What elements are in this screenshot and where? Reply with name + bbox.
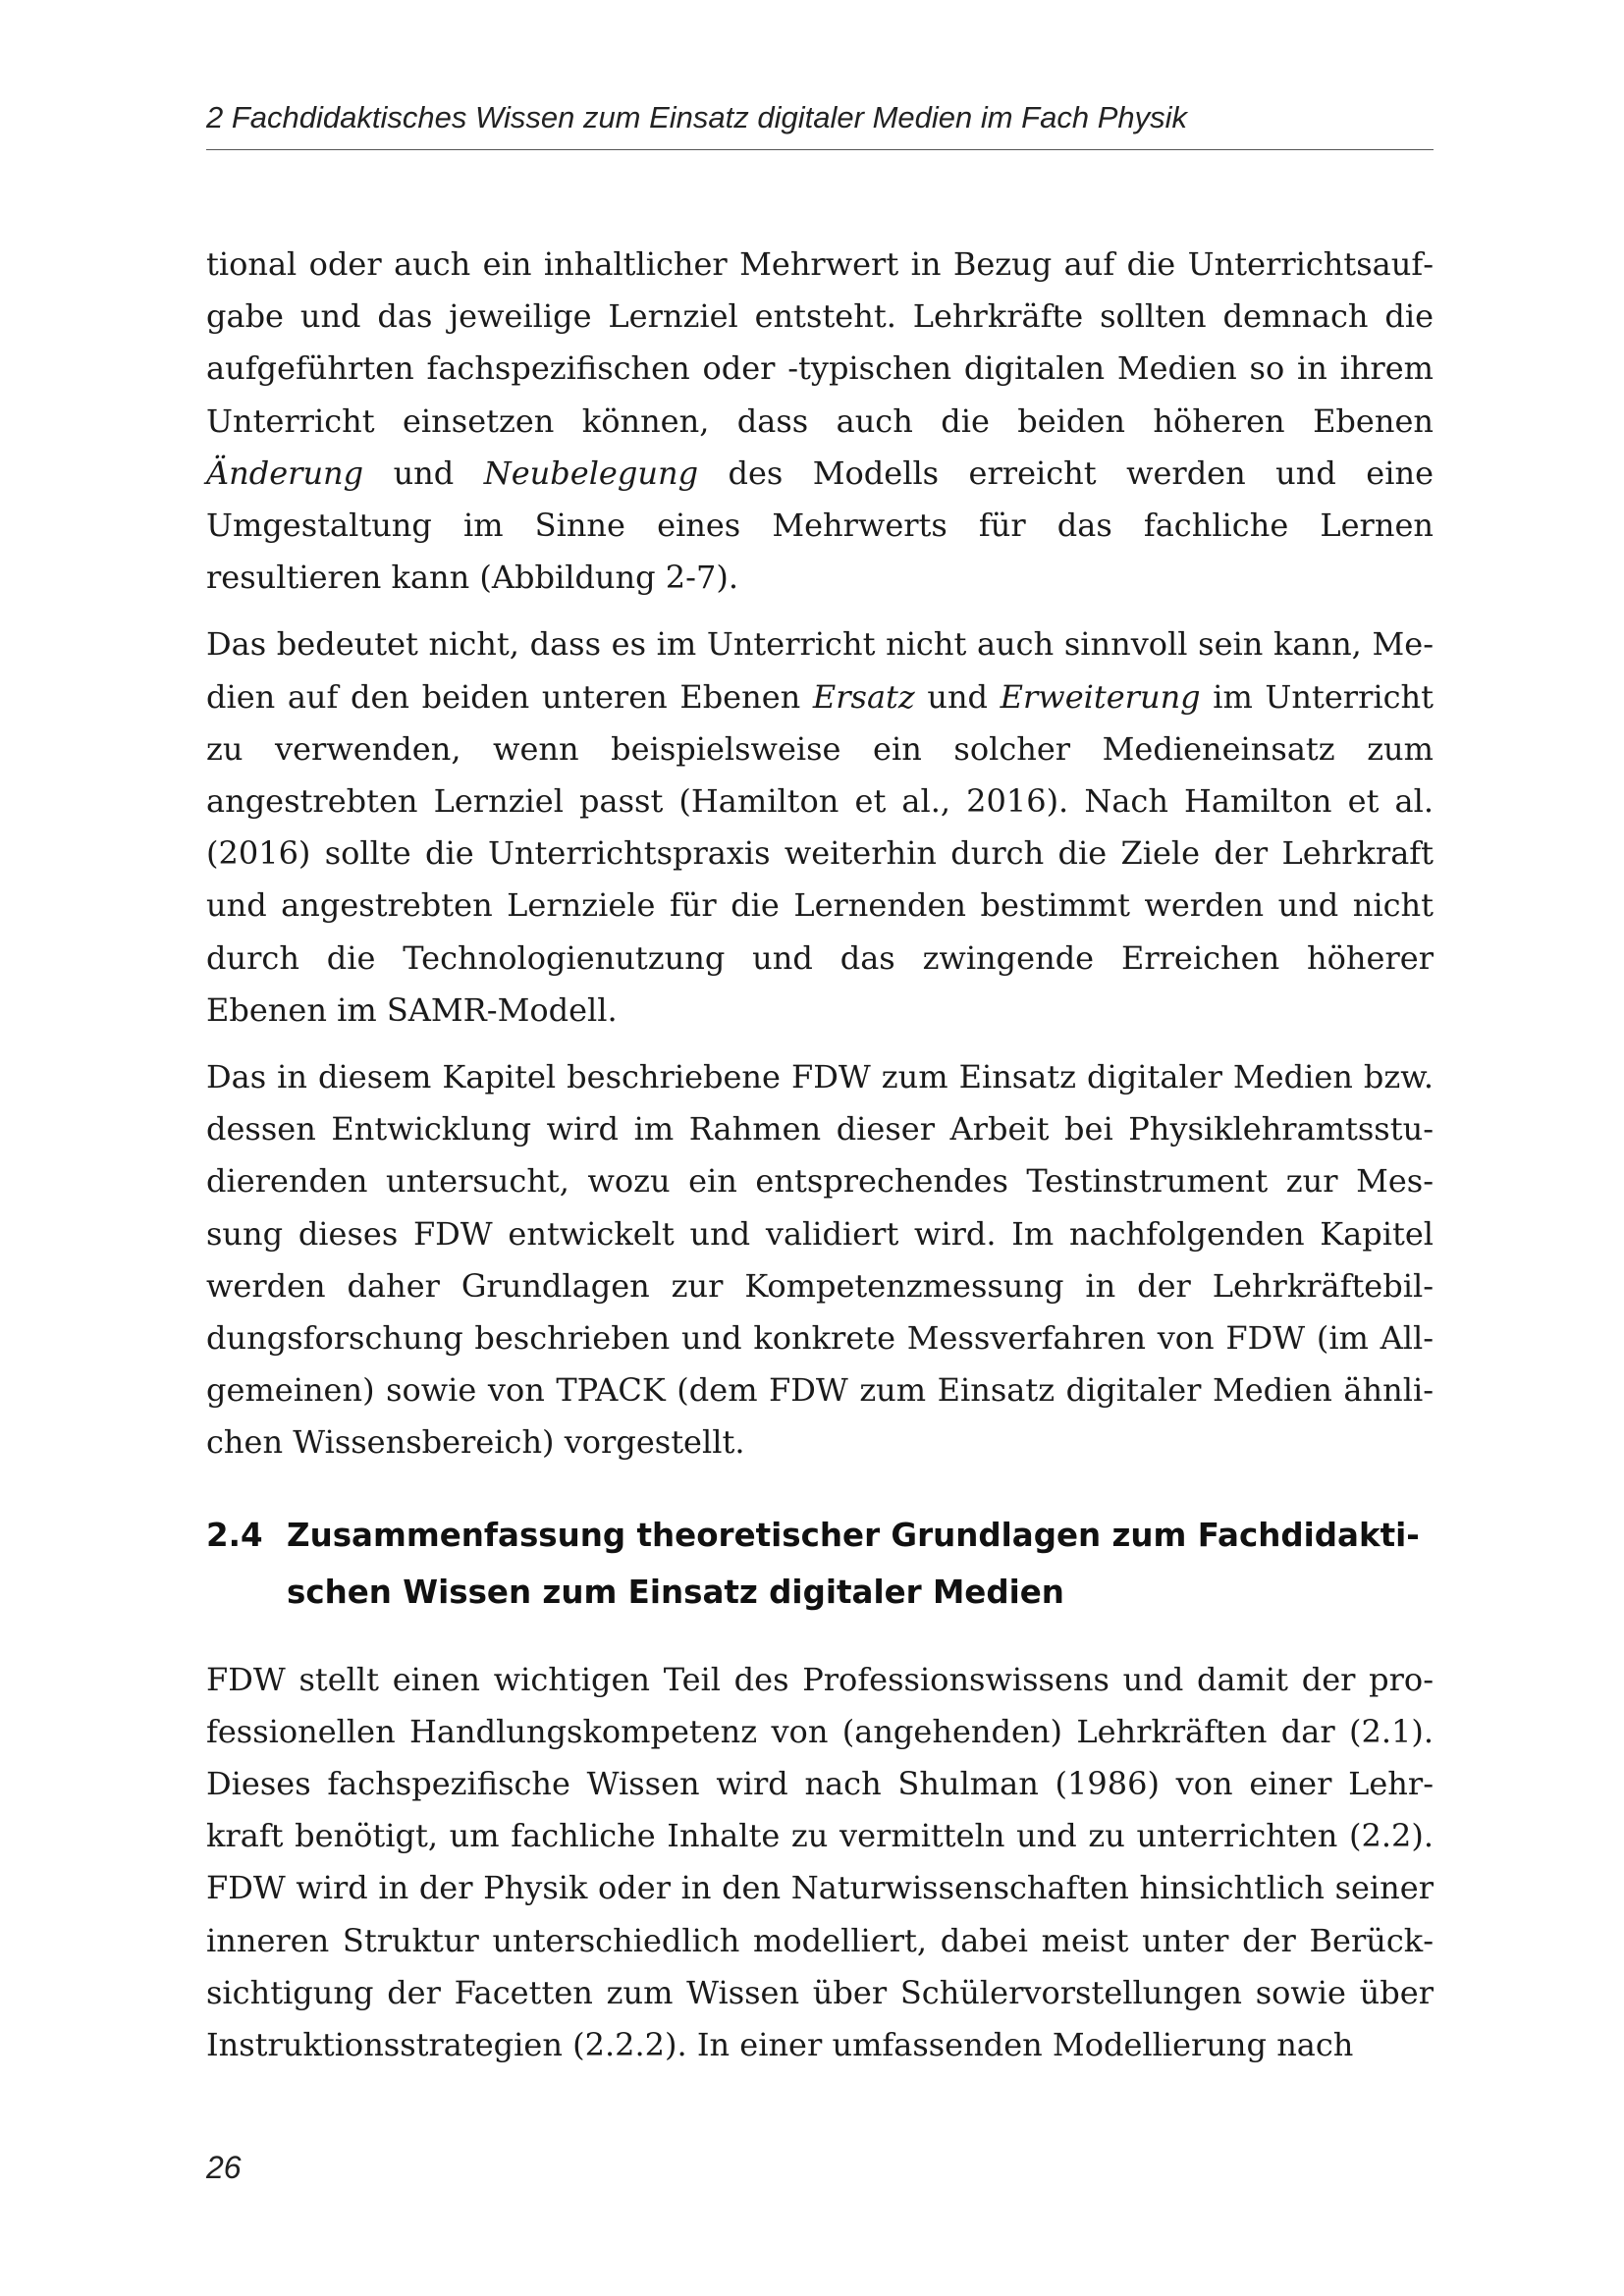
paragraph-2-text-c: im Unterricht zu verwenden, wenn beispielsweise ein solcher Medieneinsatz zum angestrebten Lernziel passt (Hamilton et al., 2016). Nach Hamilton et al. (2016) sollte die Unterrichtspraxis weiterhin durch die Ziele der Lehrkraft und angestrebten Lernziele für die Lernenden bestimmt werden und nicht durch die Technologienutzung und das zwingende Erreichen höherer Ebenen im SAMR-Modell. [206,677,1435,1029]
paragraph-1-text-a: tional oder auch ein inhaltlicher Mehrwert in Bezug auf die Unterrichtsaufgabe und das jeweilige Lernziel entsteht. Lehrkräfte sollten demnach die aufgeführten fachspezifischen oder -typischen digitalen Medien so in ihrem Unterricht einsetzen können, dass auch die beiden höheren Ebenen [206,245,1434,440]
term-aenderung: Änderung [206,454,364,492]
paragraph-2 [206,618,1434,1037]
section-number: 2.4 [206,1516,263,1554]
paragraph-4: FDW stellt einen wichtigen Teil des Professionswissens und damit der professionellen Handlungskompetenz von (angehenden) Lehrkräften dar (2.1). Dieses fachspezifische Wissen wird nach Shulman (1986) von einer Lehrkraft benötigt, um fachliche Inhalte zu vermitteln und zu unterrichten (2.2). FDW wird in der Physik oder in den Naturwissenschaften hinsichtlich seiner inneren Struktur unterschiedlich modelliert, dabei meist unter der Berücksichtigung der Facetten zum Wissen über Schülervorstellungen sowie über Instruktionsstrategien (2.2.2). In einer umfassenden Modellierung nach [206,1660,1434,2064]
page-number: 26 [206,2150,242,2185]
paragraph-3: Das in diesem Kapitel beschriebene FDW zum Einsatz digitaler Medien bzw. dessen Entwicklung wird im Rahmen dieser Arbeit bei Physiklehramtsstudierenden untersucht, wozu ein entsprechendes Testinstrument zur Messung dieses FDW entwickelt und validiert wird. Im nachfolgenden Kapitel werden daher Grundlagen zur Kompetenzmessung in der Lehrkräftebildungsforschung beschrieben und konkrete Messverfahren von FDW (im Allgemeinen) sowie von TPACK (dem FDW zum Einsatz digitaler Medien ähnlichen Wissensbereich) vorgestellt. [206,1058,1434,1462]
running-header: 2 Fachdidaktisches Wissen zum Einsatz digitaler Medien im Fach Physik [206,98,1434,150]
section-title: Zusammenfassung theoretischer Grundlagen zum Fachdidaktischen Wissen zum Einsatz digitaler Medien [287,1516,1420,1611]
paragraph-1-text-b: und [363,454,484,492]
term-neubelegung: Neubelegung [483,454,699,492]
main-text [206,239,1434,2086]
term-erweiterung: Erweiterung [1000,677,1201,716]
paragraph-1 [206,239,1434,604]
paragraph-2-text-b: und [914,677,1001,716]
section-heading [206,1507,1434,1621]
paragraph-1-text-c: des Modells erreicht werden und eine Umgestaltung im Sinne eines Mehrwerts für das fachliche Lernen resultieren kann (Abbildung 2-7). [206,454,1435,597]
term-ersatz: Ersatz [812,677,915,716]
paragraph-2-text-a: Das bedeutet nicht, dass es im Unterricht nicht auch sinnvoll sein kann, Medien auf den beiden unteren Ebenen [206,625,1434,716]
